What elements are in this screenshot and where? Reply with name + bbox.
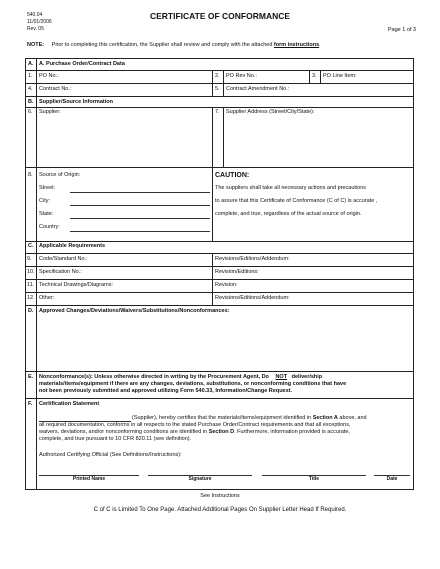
origin-street-input[interactable] [70,192,210,193]
form-number: 540.04 [27,12,43,18]
origin-city-input[interactable] [70,205,210,206]
section-c-letter: C. [28,243,34,249]
section-c-title: Applicable Requirements [39,243,106,249]
note-label: NOTE: [27,42,45,48]
section-f-letter: F. [28,401,33,407]
certification-text: above, and [339,415,367,421]
supplier-field[interactable]: Supplier: [39,109,61,115]
field-number: 12. [27,295,35,301]
date-label: Date [386,476,398,482]
certification-text: waivers, deviations, and/or nonconforming conditions are identified in [39,429,208,435]
page-indicator: Page 1 of 3 [387,27,416,33]
po-rev-field[interactable]: PO Rev No.: [226,73,257,79]
contract-amendment-field[interactable]: Contract Amendment No.: [226,86,290,92]
caution-title: CAUTION: [215,172,250,179]
certification-text: (Supplier), hereby certifies that the materials/items/equipment identified in [132,415,312,421]
certification-line-4: complete, and true pursuant to 10 CFR 820.11 (see definition). [39,436,192,442]
supplier-address-field[interactable]: Supplier Address (Street/City/State): [226,109,315,115]
field-number: 4. [28,86,33,92]
specification-field[interactable]: Specification No.: [39,269,82,275]
nonconformance-line-2: materials/items/equipment if there are any changes, deviations, substitutions, or nonconforming conditions that have [39,381,347,387]
section-d-title: Approved Changes/Deviations/Waivers/Substitutions/Nonconformances: [39,308,230,314]
note-text: Prior to completing this certification, the Supplier shall review and comply with the attached [51,42,273,48]
field-number: 8. [28,172,33,178]
title-label: Title [308,476,320,482]
certification-line-2: all required documentation, conforms in all respects to the stated Purchase Order/Contract requirements and that all exceptions, [39,422,351,428]
form-instructions-link[interactable]: form instructions [273,42,320,48]
authorized-official-label: Authorized Certifying Official (See Definitions/Instructions): [39,452,182,458]
field-number: 3. [312,73,317,79]
certification-text: . Furthermore, information provided is accurate, [234,429,350,435]
origin-country-input[interactable] [70,231,210,232]
section-a-title: A. Purchase Order/Contract Data [39,61,125,67]
code-standard-field[interactable]: Code/Standard No.: [39,256,88,262]
caution-line: complete, and true, regardless of the actual source of origin. [215,211,362,217]
section-a-letter: A. [28,61,34,67]
nonconformance-line-3: not been previously submitted and approved utilizing Form 540.33, Information/Change Request. [39,388,293,394]
printed-name-label: Printed Name [72,476,106,482]
field-number: 10. [27,269,35,275]
nonconformance-text: deliver/ship [291,374,323,380]
caution-line: The suppliers shall take all necessary actions and precautions [215,185,367,191]
nonconformance-line-1 [39,375,322,381]
signature-label: Signature [188,476,212,482]
section-d-letter: D. [28,308,34,314]
section-a-reference: Section A [312,415,338,421]
approved-changes-area[interactable] [37,318,412,370]
page-title: CERTIFICATE OF CONFORMANCE [149,11,291,21]
origin-city-label: City: [39,198,50,204]
other-revisions-field[interactable]: Revisions/Editions/Addendum: [215,295,290,301]
field-number: 11. [27,282,35,288]
section-e-letter: E. [28,374,34,380]
page-limit-note: C of C is Limited To One Page. Attached Additional Pages On Supplier Letter Head If Required. [93,507,347,513]
certification-line-3 [39,430,350,436]
contract-number-field[interactable]: Contract No.: [39,86,72,92]
origin-street-label: Street: [39,185,56,191]
origin-state-input[interactable] [70,218,210,219]
origin-state-label: State: [39,211,54,217]
field-number: 9. [27,256,32,262]
section-d-reference: Section D [208,429,235,435]
nonconformance-not: NOT [275,374,288,380]
field-number: 2. [215,73,220,79]
po-line-item-field[interactable]: PO Line Item: [323,73,357,79]
see-instructions-link[interactable]: See Instructions [200,493,240,499]
origin-country-label: Country: [39,224,60,230]
field-number: 7. [215,109,220,115]
other-field[interactable]: Other: [39,295,55,301]
note-end: . [319,42,321,48]
section-b-title: Supplier/Source Information [39,99,113,105]
source-of-origin-label: Source of Origin: [39,172,81,178]
caution-line: to assure that this Certificate of Conformance (C of C) is accurate , [215,198,378,204]
field-number: 6. [28,109,33,115]
nonconformance-text: Nonconformance(s): Unless otherwise directed in writing by the Procurement Agent, Do [39,374,269,380]
field-number: 1. [28,73,33,79]
section-b-letter: B. [28,99,34,105]
field-number: 5. [215,86,220,92]
section-f-title: Certification Statement [39,401,100,407]
drawing-revision-field[interactable]: Revision: [215,282,238,288]
note [27,43,321,49]
technical-drawings-field[interactable]: Technical Drawings/Diagrams: [39,282,113,288]
po-number-field[interactable]: PO No.: [39,73,59,79]
code-revisions-field[interactable]: Revisions/Editions/Addendum: [215,256,290,262]
certification-line-1 [132,416,367,422]
form-date: 11/01/2006 [27,19,52,25]
form-revision: Rev. 05 [27,26,44,32]
spec-revisions-field[interactable]: Revision/Editions: [215,269,259,275]
